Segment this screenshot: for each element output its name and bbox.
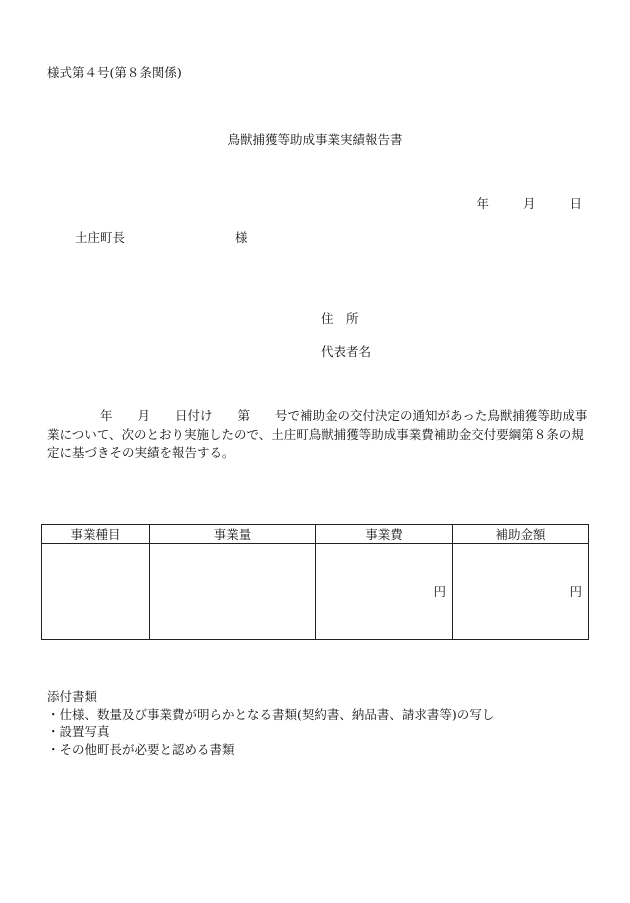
table-header-row <box>42 525 589 544</box>
date-month-label: 月 <box>522 196 536 211</box>
date-day-label: 日 <box>569 196 582 211</box>
header-subsidy-amount: 補助金額 <box>453 525 589 544</box>
header-project-cost: 事業費 <box>316 525 453 544</box>
cell-project-volume <box>150 544 316 640</box>
addressee-honorific: 様 <box>235 230 248 245</box>
header-project-type: 事業種目 <box>42 525 150 544</box>
attachments-heading: 添付書類 <box>47 689 98 704</box>
cell-project-type <box>42 544 150 640</box>
attachment-item: ・設置写真 <box>47 724 110 739</box>
date-year-label: 年 <box>476 196 489 211</box>
cell-project-cost <box>316 544 453 640</box>
table-row <box>42 544 589 640</box>
document-title: 鳥獣捕獲等助成事業実績報告書 <box>227 132 403 147</box>
address-label: 住 所 <box>321 311 359 326</box>
header-project-volume: 事業量 <box>150 525 316 544</box>
attachment-item: ・その他町長が必要と認める書類 <box>47 741 235 757</box>
cost-yen-unit: 円 <box>433 583 446 599</box>
date-line <box>476 198 582 211</box>
subsidy-yen-unit: 円 <box>569 583 582 599</box>
representative-label: 代表者名 <box>321 344 372 359</box>
summary-table <box>41 524 589 640</box>
cell-subsidy-amount <box>453 544 589 640</box>
report-body-text: 年 月 日付け 第 号で補助金の交付決定の通知があった鳥獣捕獲等助成事業について、次のとおり実施したので、土庄町鳥獣捕獲等助成事業費補助金交付要綱第８条の規定に基づきその実績を報告する。 <box>47 408 588 460</box>
attachments <box>47 688 494 758</box>
report-body <box>47 407 590 463</box>
attachment-item: ・仕様、数量及び事業費が明らかとなる書類(契約書、納品書、請求書等)の写し <box>47 706 495 722</box>
addressee-name: 土庄町長 <box>75 230 126 245</box>
form-number: 様式第４号(第８条関係) <box>47 65 182 80</box>
